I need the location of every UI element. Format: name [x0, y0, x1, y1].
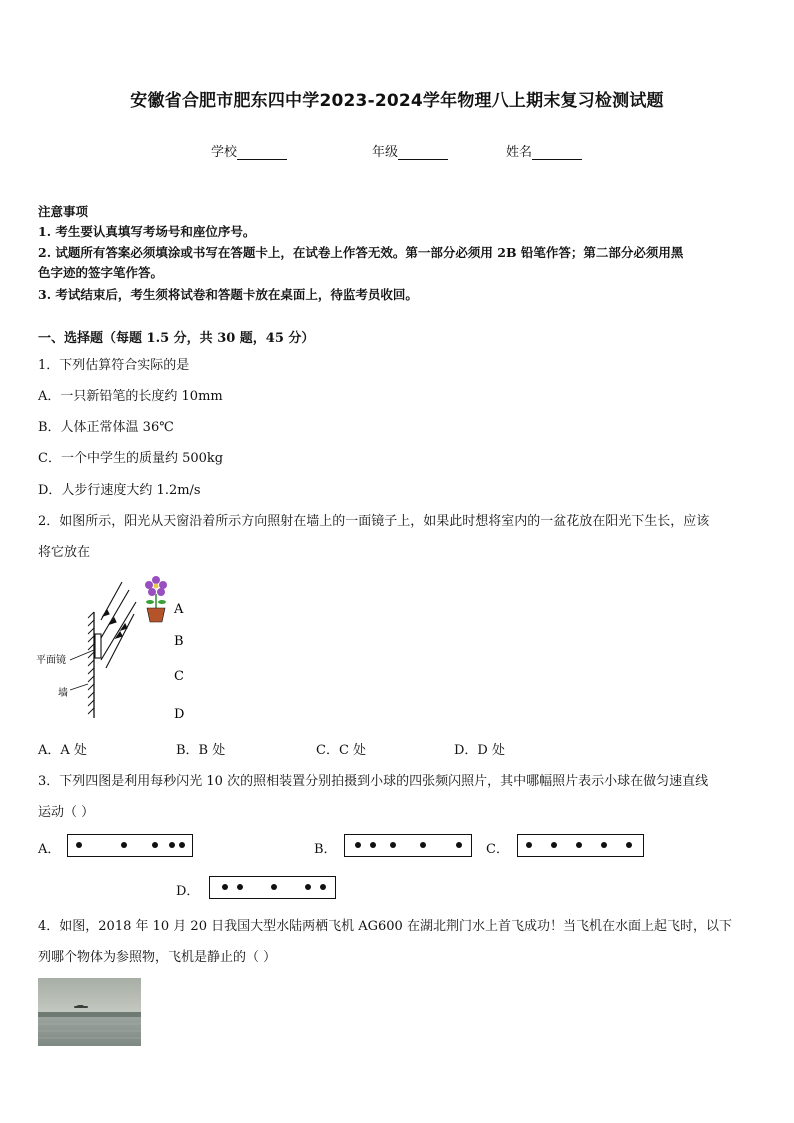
- note-item: 色字迹的签字笔作答。: [38, 265, 164, 280]
- question-2-stem: 2．如图所示，阳光从天窗沿着所示方向照射在墙上的一面镜子上，如果此时想将室内的一盆花放在阳光下生长，应该: [38, 514, 710, 529]
- ball-dot: [370, 842, 376, 848]
- q2-figure: [34, 572, 204, 724]
- note-item: 1. 考生要认真填写考场号和座位序号。: [38, 224, 256, 239]
- ball-dot: [390, 842, 396, 848]
- wall-hatching: [88, 612, 94, 714]
- q1-option-d: D．人步行速度大约 1.2m/s: [38, 483, 201, 498]
- ball-dot: [179, 842, 185, 848]
- q1-option-b: B．人体正常体温 36℃: [38, 420, 174, 435]
- grade-label: 年级: [372, 145, 399, 160]
- ball-dot: [222, 884, 228, 890]
- ball-dot: [320, 884, 326, 890]
- grade-field: [372, 141, 448, 160]
- q1-option-a: A．一只新铅笔的长度约 10mm: [38, 389, 223, 404]
- ball-dot: [169, 842, 175, 848]
- wall-label: 墙: [58, 688, 68, 699]
- note-item: 3. 考试结束后，考生须将试卷和答题卡放在桌面上，待监考员收回。: [38, 287, 418, 302]
- q3-option-a-label: A．: [38, 842, 61, 857]
- question-4-stem-cont: 列哪个物体为参照物，飞机是静止的（ ）: [38, 950, 277, 965]
- q3-strip-b: [344, 834, 472, 857]
- q2-option-d: D．D 处: [454, 743, 505, 758]
- q2-option-a: A．A 处: [38, 743, 87, 758]
- q2-option-c: C．C 处: [316, 743, 367, 758]
- page-title: 安徽省合肥市肥东四中学2023-2024学年物理八上期末复习检测试题: [130, 91, 664, 111]
- school-blank: [237, 147, 287, 160]
- q3-option-d-label: D．: [176, 884, 200, 899]
- airplane-photo: [38, 978, 141, 1046]
- mirror-label: 平面镜: [36, 655, 66, 666]
- q3-option-b-label: B．: [314, 842, 337, 857]
- ball-dot: [626, 842, 632, 848]
- ball-dot: [152, 842, 158, 848]
- q3-strip-c: [517, 834, 644, 857]
- point-b-label: B: [174, 634, 184, 649]
- ball-dot: [121, 842, 127, 848]
- wall-label-leader: [70, 684, 88, 690]
- question-1-stem: 1．下列估算符合实际的是: [38, 358, 190, 373]
- ball-dot: [237, 884, 243, 890]
- mirror: [95, 634, 101, 658]
- school-field: [211, 141, 287, 160]
- question-3-stem-cont: 运动（ ）: [38, 805, 95, 820]
- name-label: 姓名: [506, 145, 533, 160]
- q3-option-c-label: C．: [486, 842, 509, 857]
- point-c-label: C: [174, 669, 184, 684]
- school-label: 学校: [211, 145, 238, 160]
- ball-dot: [305, 884, 311, 890]
- question-3-stem: 3．下列四图是利用每秒闪光 10 次的照相装置分别拍摄到小球的四张频闪照片，其中哪幅照片表示小球在做匀速直线: [38, 774, 709, 789]
- question-2-stem-cont: 将它放在: [38, 545, 91, 560]
- ball-dot: [271, 884, 277, 890]
- ball-dot: [420, 842, 426, 848]
- q3-strip-a: [67, 834, 193, 857]
- sun-rays: [101, 582, 136, 668]
- ball-dot: [551, 842, 557, 848]
- question-4-stem: 4．如图，2018 年 10 月 20 日我国大型水陆两栖飞机 AG600 在湖北荆门水上首飞成功！当飞机在水面上起飞时，以下: [38, 919, 732, 934]
- flower-pot-icon: [145, 576, 167, 622]
- ball-dot: [601, 842, 607, 848]
- ball-dot: [76, 842, 82, 848]
- name-blank: [532, 147, 582, 160]
- note-item: 2. 试题所有答案必须填涂或书写在答题卡上，在试卷上作答无效。第一部分必须用 2B 铅笔作答；第二部分必须用黑: [38, 245, 684, 260]
- point-a-label: A: [174, 602, 184, 617]
- grade-blank: [398, 147, 448, 160]
- ball-dot: [576, 842, 582, 848]
- ball-dot: [355, 842, 361, 848]
- ball-dot: [526, 842, 532, 848]
- ball-dot: [456, 842, 462, 848]
- notes-heading: 注意事项: [38, 204, 89, 219]
- q2-option-b: B．B 处: [176, 743, 226, 758]
- q3-strip-d: [209, 876, 336, 899]
- section-heading: 一、选择题（每题 1.5 分，共 30 题，45 分）: [38, 331, 315, 346]
- point-d-label: D: [174, 707, 185, 722]
- name-field: [506, 141, 582, 160]
- q1-option-c: C．一个中学生的质量约 500kg: [38, 451, 224, 466]
